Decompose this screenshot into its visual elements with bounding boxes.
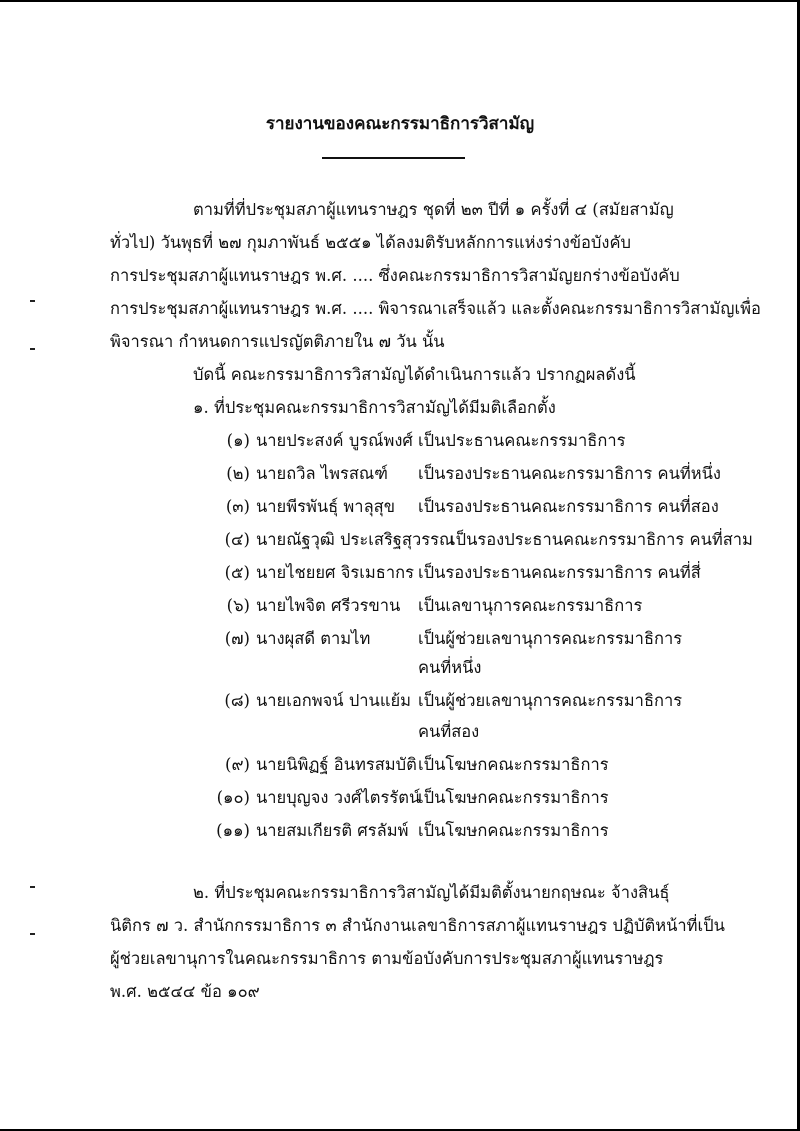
member-name: นายพีรพันธุ์ พาลุสุข (256, 497, 396, 516)
member-name: นายไพจิต ศรีวรขาน (256, 596, 401, 615)
member-role: เป็นโฆษกคณะกรรมาธิการ (418, 788, 609, 807)
scan-mark (30, 300, 35, 302)
member-role: เป็นผู้ช่วยเลขานุการคณะกรรมาธิการ (418, 691, 683, 710)
section-2-line: นิติกร ๗ ว. สำนักกรรมาธิการ ๓ สำนักงานเลขาธิการสภาผู้แทนราษฎร ปฏิบัติหน้าที่เป็น (110, 916, 725, 935)
member-number: (๕) (224, 563, 250, 582)
report-title: รายงานของคณะกรรมาธิการวิสามัญ (265, 114, 535, 134)
member-role: เป็นรองประธานคณะกรรมาธิการ คนที่หนึ่ง (418, 464, 721, 483)
member-role: เป็นผู้ช่วยเลขานุการคณะกรรมาธิการ (418, 629, 683, 648)
member-role: เป็นประธานคณะกรรมาธิการ (418, 431, 626, 450)
member-number: (๙) (225, 755, 250, 774)
member-number: (๑๑) (216, 821, 250, 840)
member-role-continuation: คนที่สอง (418, 722, 480, 741)
intro-line: พิจารณา กำหนดการแปรญัตติภายใน ๗ วัน นั้น (110, 332, 445, 351)
section-2-line: พ.ศ. ๒๕๔๔ ข้อ ๑๐๙ (110, 982, 260, 1001)
member-number: (๒) (226, 464, 250, 483)
intro-line: ทั่วไป) วันพุธที่ ๒๗ กุมภาพันธ์ ๒๕๕๑ ได้ลงมติรับหลักการแห่งร่างข้อบังคับ (110, 233, 631, 252)
title-underline (322, 157, 465, 159)
scan-edge-top (0, 0, 800, 2)
member-role: เป็นโฆษกคณะกรรมาธิการ (418, 755, 609, 774)
intro-line: การประชุมสภาผู้แทนราษฎร พ.ศ. .... ซึ่งคณะกรรมาธิการวิสามัญยกร่างข้อบังคับ (110, 266, 680, 285)
member-name: นางผุสดี ตามไท (256, 629, 371, 648)
section-2-line: ๒. ที่ประชุมคณะกรรมาธิการวิสามัญได้มีมติตั้งนายกฤษณะ จ้างสินธุ์ (193, 883, 670, 902)
scan-mark (30, 933, 35, 935)
member-number: (๘) (224, 691, 250, 710)
section-1-heading: ๑. ที่ประชุมคณะกรรมาธิการวิสามัญได้มีมติเลือกตั้ง (193, 398, 556, 417)
member-name: นายเอกพจน์ ปานแย้ม (256, 691, 412, 710)
intro-line: ตามที่ที่ประชุมสภาผู้แทนราษฎร ชุดที่ ๒๓ ปีที่ ๑ ครั้งที่ ๔ (สมัยสามัญ (193, 200, 674, 219)
member-number: (๔) (224, 530, 250, 549)
member-number: (๑) (226, 431, 250, 450)
section-2-line: ผู้ช่วยเลขานุการในคณะกรรมาธิการ ตามข้อบังคับการประชุมสภาผู้แทนราษฎร (110, 949, 664, 968)
member-name: นายถวิล ไพรสณฑ์ (256, 464, 388, 483)
member-role-continuation: คนที่หนึ่ง (418, 658, 482, 677)
member-number: (๑๐) (216, 788, 250, 807)
intro-line: การประชุมสภาผู้แทนราษฎร พ.ศ. .... พิจารณาเสร็จแล้ว และตั้งคณะกรรมาธิการวิสามัญเพื่อ (110, 299, 761, 318)
scan-mark (30, 886, 35, 888)
intro-line: บัดนี้ คณะกรรมาธิการวิสามัญได้ดำเนินการแล้ว ปรากฏผลดังนี้ (193, 365, 636, 384)
member-name: นายไชยยศ จิรเมธากร (256, 563, 414, 582)
member-name: นายสมเกียรติ ศรลัมพ์ (256, 821, 409, 840)
member-role: เป็นรองประธานคณะกรรมาธิการ คนที่สี่ (418, 563, 701, 582)
member-role: เป็นรองประธานคณะกรรมาธิการ คนที่สอง (418, 497, 719, 516)
member-name: นายณัฐวุฒิ ประเสริฐสุวรรณ (256, 530, 455, 549)
member-name: นายนิพิฏฐ์ อินทรสมบัติ (256, 755, 417, 774)
member-number: (๗) (224, 629, 250, 648)
member-role: เป็นรองประธานคณะกรรมาธิการ คนที่สาม (450, 530, 753, 549)
member-number: (๓) (225, 497, 250, 516)
member-role: เป็นโฆษกคณะกรรมาธิการ (418, 821, 609, 840)
member-name: นายบุญจง วงศ์ไตรรัตน์ (256, 788, 421, 807)
member-number: (๖) (226, 596, 250, 615)
member-role: เป็นเลขานุการคณะกรรมาธิการ (418, 596, 643, 615)
member-name: นายประสงค์ บูรณ์พงศ์ (256, 431, 413, 450)
scan-mark (30, 348, 35, 350)
